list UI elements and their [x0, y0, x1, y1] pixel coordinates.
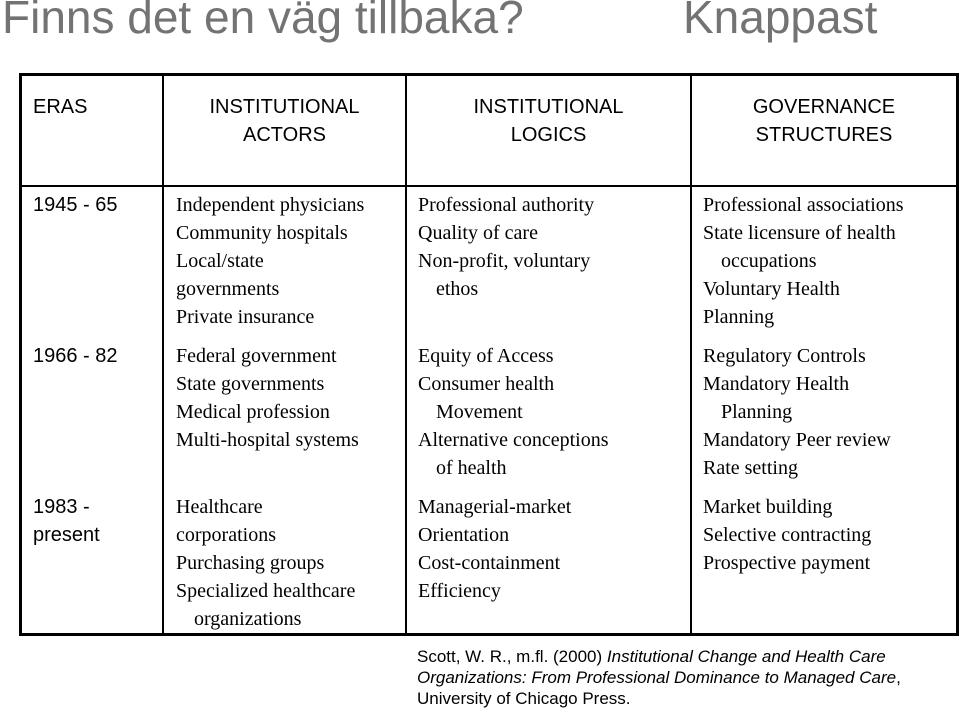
header-logics — [407, 93, 690, 149]
logics-line: Non-profit, voluntary — [418, 250, 591, 272]
logics-line: Orientation — [418, 524, 510, 546]
governance-line: Professional associations — [703, 194, 904, 216]
column-divider — [162, 76, 164, 633]
era-cell — [33, 342, 118, 370]
governance-line: Prospective payment — [703, 552, 871, 574]
era-line: present — [33, 524, 100, 546]
actors-line: corporations — [176, 524, 276, 546]
governance-cell — [703, 191, 904, 331]
header-actors-line: INSTITUTIONAL — [209, 96, 360, 118]
actors-line: Local/state — [176, 250, 264, 272]
logics-line: of health — [436, 457, 507, 479]
actors-line: Multi-hospital systems — [176, 429, 359, 451]
governance-cell — [703, 493, 871, 577]
governance-line: Mandatory Peer review — [703, 429, 891, 451]
era-cell — [33, 191, 118, 219]
header-divider — [22, 185, 956, 187]
actors-line: Community hospitals — [176, 222, 348, 244]
header-eras-label: ERAS — [33, 96, 88, 118]
logics-line: Managerial-market — [418, 496, 572, 518]
title-left: Finns det en väg tillbaka? — [2, 0, 524, 43]
logics-line: Quality of care — [418, 222, 538, 244]
actors-line: State governments — [176, 373, 325, 395]
actors-line: Medical profession — [176, 401, 330, 423]
governance-line: Planning — [721, 401, 793, 423]
logics-cell — [418, 342, 609, 482]
governance-line: Voluntary Health — [703, 278, 840, 300]
header-governance — [692, 93, 956, 149]
logics-line: Equity of Access — [418, 345, 554, 367]
slide-title — [0, 0, 960, 50]
citation — [417, 646, 957, 709]
header-governance-line: STRUCTURES — [755, 124, 893, 146]
actors-line: Healthcare — [176, 496, 263, 518]
header-actors — [164, 93, 405, 149]
actors-line: Purchasing groups — [176, 552, 325, 574]
column-divider — [690, 76, 692, 633]
header-governance-line: GOVERNANCE — [752, 96, 896, 118]
actors-cell — [176, 493, 355, 633]
governance-line: Selective contracting — [703, 524, 872, 546]
logics-line: Efficiency — [418, 580, 501, 602]
logics-line: Cost-containment — [418, 552, 561, 574]
header-logics-line: INSTITUTIONAL — [473, 96, 624, 118]
governance-line: Mandatory Health — [703, 373, 850, 395]
header-actors-line: ACTORS — [243, 124, 326, 146]
actors-line: Federal government — [176, 345, 337, 367]
governance-cell — [703, 342, 891, 482]
era-cell — [33, 493, 100, 549]
era-line: 1945 - 65 — [33, 194, 118, 216]
actors-line: organizations — [194, 608, 302, 630]
era-line: 1966 - 82 — [33, 345, 118, 367]
logics-line: Movement — [436, 401, 523, 423]
column-divider — [405, 76, 407, 633]
actors-line: governments — [176, 278, 280, 300]
logics-line: ethos — [436, 278, 479, 300]
logics-line: Consumer health — [418, 373, 555, 395]
citation-title: Institutional Change and Health Care Organizations: From Professional Dominance to Managed Care — [417, 647, 897, 687]
governance-line: Regulatory Controls — [703, 345, 866, 367]
logics-line: Alternative conceptions — [418, 429, 609, 451]
logics-line: Professional authority — [418, 194, 595, 216]
era-line: 1983 - — [33, 496, 90, 518]
governance-line: occupations — [721, 250, 817, 272]
citation-prefix: Scott, W. R., m.fl. (2000) — [417, 647, 607, 666]
actors-line: Specialized healthcare — [176, 580, 356, 602]
eras-table — [19, 73, 959, 636]
governance-line: Rate setting — [703, 457, 798, 479]
title-right: Knappast — [683, 0, 878, 43]
governance-line: State licensure of health — [703, 222, 896, 244]
logics-cell — [418, 493, 571, 605]
logics-cell — [418, 191, 594, 303]
actors-cell — [176, 191, 364, 331]
header-eras — [33, 93, 87, 121]
header-logics-line: LOGICS — [510, 124, 587, 146]
citation-suffix: , University of Chicago Press. — [417, 668, 901, 708]
actors-line: Private insurance — [176, 306, 315, 328]
actors-line: Independent physicians — [176, 194, 365, 216]
governance-line: Planning — [703, 306, 775, 328]
governance-line: Market building — [703, 496, 833, 518]
actors-cell — [176, 342, 359, 454]
